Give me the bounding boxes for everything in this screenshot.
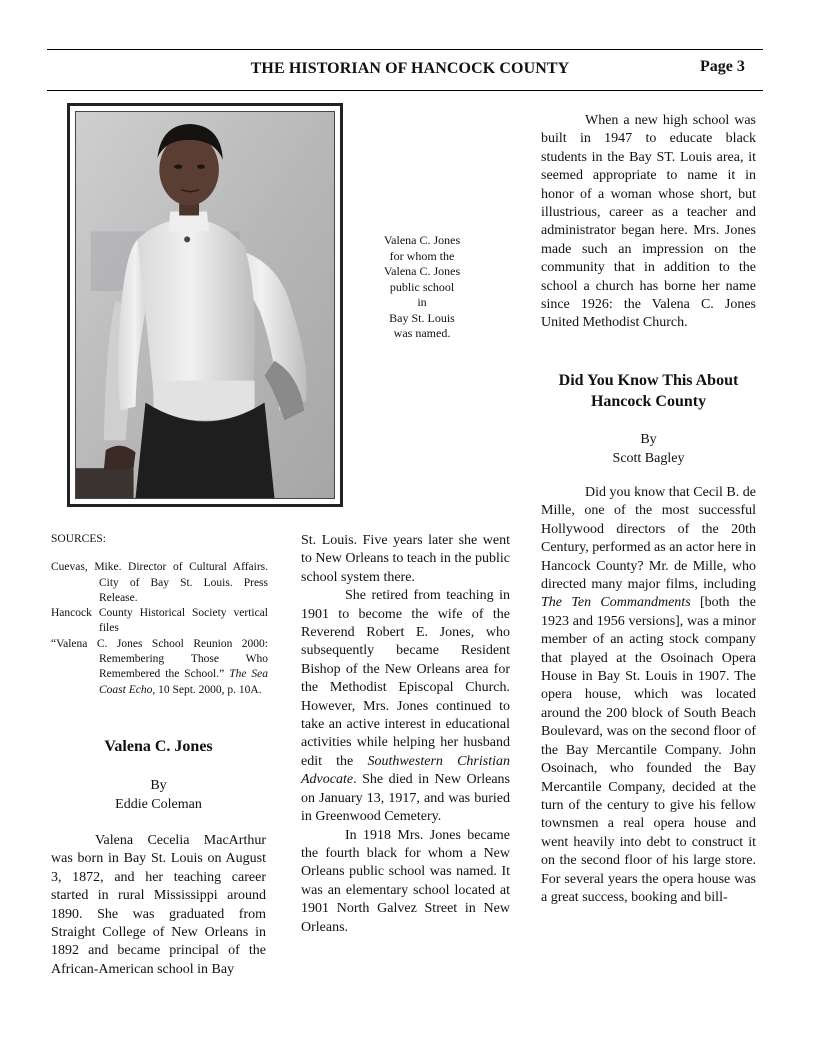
byline-author: Scott Bagley <box>612 451 685 466</box>
article-paragraph: Valena Cecelia MacArthur was born in Bay St. Louis on August 3, 1872, and her teaching career started in rural Mississippi around 1890. She was graduated from Straight College of New Orleans in 1892 and became principal of the African-American school in Bay <box>51 833 266 977</box>
column-right-top <box>541 112 756 333</box>
caption-line: Bay St. Louis <box>389 310 455 325</box>
column-left <box>51 736 266 979</box>
article-paragraph: St. Louis. Five years later she went to New Orleans to teach in the public school system there. <box>301 533 510 585</box>
byline-label: By <box>150 778 167 793</box>
source-text: “Valena C. Jones School Reunion 2000: Remembering Those Who Remembered the School.” <box>51 637 268 681</box>
column-right-bottom <box>541 370 756 907</box>
film-title: The Ten Commandments <box>541 595 691 611</box>
paragraph-text: . She died in New Orleans on January 13, 1917, and was buried in Greenwood Cemetery. <box>301 772 510 825</box>
source-entry <box>51 637 268 698</box>
caption-line: for whom the <box>389 248 455 263</box>
caption-line: Valena C. Jones <box>383 233 461 247</box>
byline-label: By <box>640 432 657 447</box>
sources-title: SOURCES: <box>51 533 106 545</box>
caption-line: Valena C. Jones <box>383 264 461 278</box>
heading-line: Did You Know This About <box>558 372 739 389</box>
sources-block <box>51 532 268 698</box>
portrait-illustration <box>76 112 334 498</box>
paragraph-text: Did you know that Cecil B. de Mille, one of the most successful Hollywood directors of the 20th Century, performed as an actor here in Hancock County? Mr. de Mille, who directed many major films, including <box>541 485 756 593</box>
source-publication: The Sea Coast Echo <box>99 668 269 696</box>
publication-title: Southwestern Christian Advocate <box>301 753 510 788</box>
header-rule-top <box>47 49 763 50</box>
article-paragraph <box>541 484 756 907</box>
article-paragraph <box>301 587 510 826</box>
article-heading <box>541 370 756 412</box>
paragraph-text: She retired from teaching in 1901 to become the wife of the Reverend Robert E. Jones, who subsequently became Resident Bishop of the New Orleans area for the Methodist Episcopal Church. However, Mrs. Jones continued to take an active interest in educational activities while helping her husband edit the <box>301 588 510 769</box>
portrait-photo-frame <box>67 103 343 507</box>
source-entry: Cuevas, Mike. Director of Cultural Affairs. City of Bay St. Louis. Press Release. <box>51 561 268 604</box>
heading-line: Hancock County <box>590 393 707 410</box>
portrait-photo <box>75 111 335 499</box>
caption-line: in <box>417 295 427 309</box>
column-middle <box>301 532 510 937</box>
paragraph-text: [both the 1923 and 1956 versions], was a minor member of an acting stock company that played at the Osoinach Opera House in Bay St. Louis in 1907. The opera house, which was located around the 200 block of South Beach Boulevard, was on the second floor of the Bay Mercantile Company. John Osoinach, who founded the Bay Mercantile Company, decided at the turn of the century to give his fellow townsmen a real opera house and went heavily into debt to construct it on the second floor of his large store. For several years the opera house was a great success, booking and bill- <box>541 595 756 905</box>
newsletter-title: THE HISTORIAN OF HANCOCK COUNTY <box>250 60 570 77</box>
byline-author: Eddie Coleman <box>115 797 202 812</box>
article-heading: Valena C. Jones <box>104 738 213 755</box>
source-entry: Hancock County Historical Society vertical files <box>51 607 268 635</box>
article-paragraph: When a new high school was built in 1947 to educate black students in the Bay ST. Louis area, it seemed appropriate to name it in honor of a woman whose short, but illustrious, career as a teacher and administrator began here. Mrs. Jones made such an impression on the community that in addition to the school a church has borne her name since 1926: the Valena C. Jones United Methodist Church. <box>541 113 756 331</box>
photo-caption <box>366 233 478 342</box>
caption-line: was named. <box>393 326 451 340</box>
source-text: , 10 Sept. 2000, p. 10A. <box>152 683 262 696</box>
page-number: Page 3 <box>700 58 745 75</box>
caption-line: public school <box>389 279 455 294</box>
header-rule-bottom <box>47 90 763 91</box>
article-paragraph: In 1918 Mrs. Jones became the fourth black for whom a New Orleans public school was named. It was an elementary school located at 1901 North Galvez Street in New Orleans. <box>301 827 510 935</box>
